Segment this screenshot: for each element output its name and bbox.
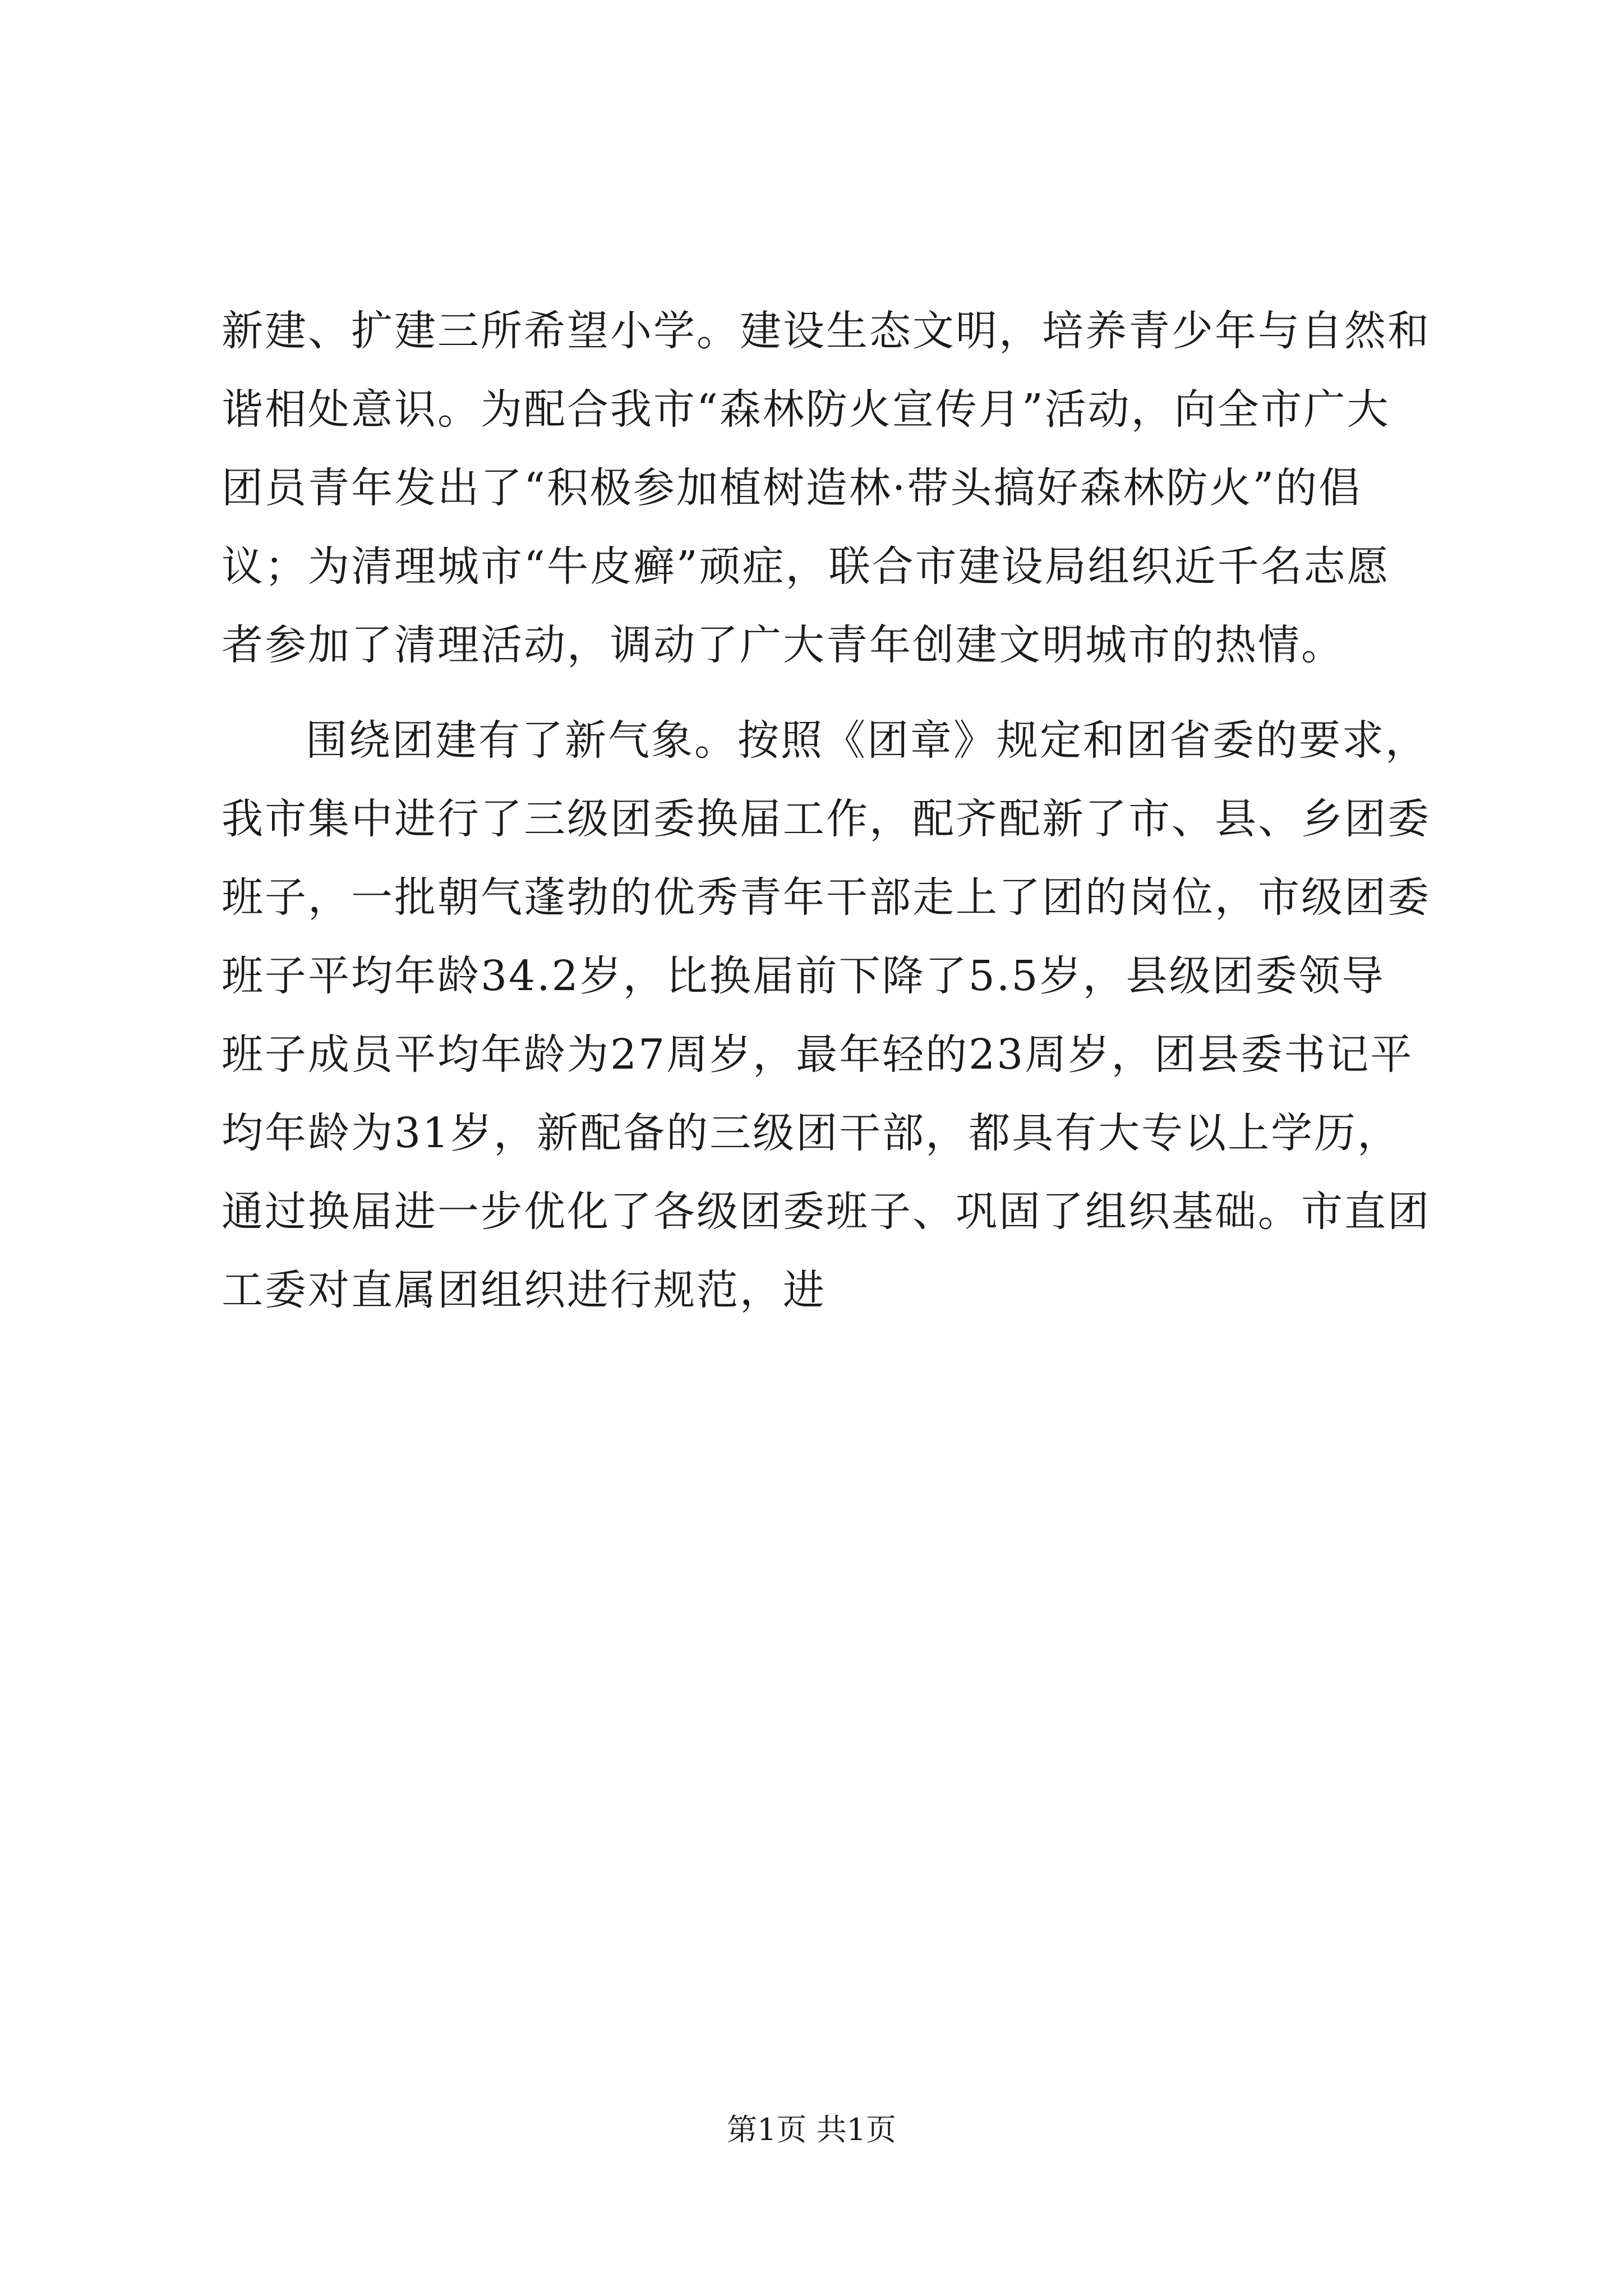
paragraph-2-line-4: 班子平均年龄34.2岁，比换届前下降了5.5岁，县级团委领导 — [222, 952, 1385, 1000]
paragraph-2-line-8: 工委对直属团组织进行规范，进 — [222, 1266, 826, 1314]
paragraph-2-line-3: 班子，一批朝气蓬勃的优秀青年干部走上了团的岗位，市级团委 — [222, 873, 1431, 922]
paragraph-1-line-1: 新建、扩建三所希望小学。建设生态文明，培养青少年与自然和 — [222, 307, 1431, 355]
paragraph-1-line-4: 议；为清理城市“牛皮癣”顽症，联合市建设局组织近千名志愿 — [222, 542, 1390, 591]
page-footer: 第1页 共1页 — [727, 2112, 896, 2147]
paragraph-2-line-5: 班子成员平均年龄为27周岁，最年轻的23周岁，团县委书记平 — [222, 1030, 1414, 1079]
paragraph-2-line-6: 均年龄为31岁，新配备的三级团干部，都具有大专以上学历， — [222, 1109, 1401, 1157]
paragraph-2-line-1: 围绕团建有了新气象。按照《团章》规定和团省委的要求， — [306, 716, 1428, 765]
paragraph-2-line-2: 我市集中进行了三级团委换届工作，配齐配新了市、县、乡团委 — [222, 795, 1431, 843]
paragraph-1-line-3: 团员青年发出了“积极参加植树造林·带头搞好森林防火”的倡 — [222, 464, 1362, 512]
paragraph-1-line-5: 者参加了清理活动，调动了广大青年创建文明城市的热情。 — [222, 621, 1344, 669]
paragraph-2-line-7: 通过换届进一步优化了各级团委班子、巩固了组织基础。市直团 — [222, 1188, 1431, 1236]
paragraph-1-line-2: 谐相处意识。为配合我市“森林防火宣传月”活动，向全市广大 — [222, 385, 1390, 434]
